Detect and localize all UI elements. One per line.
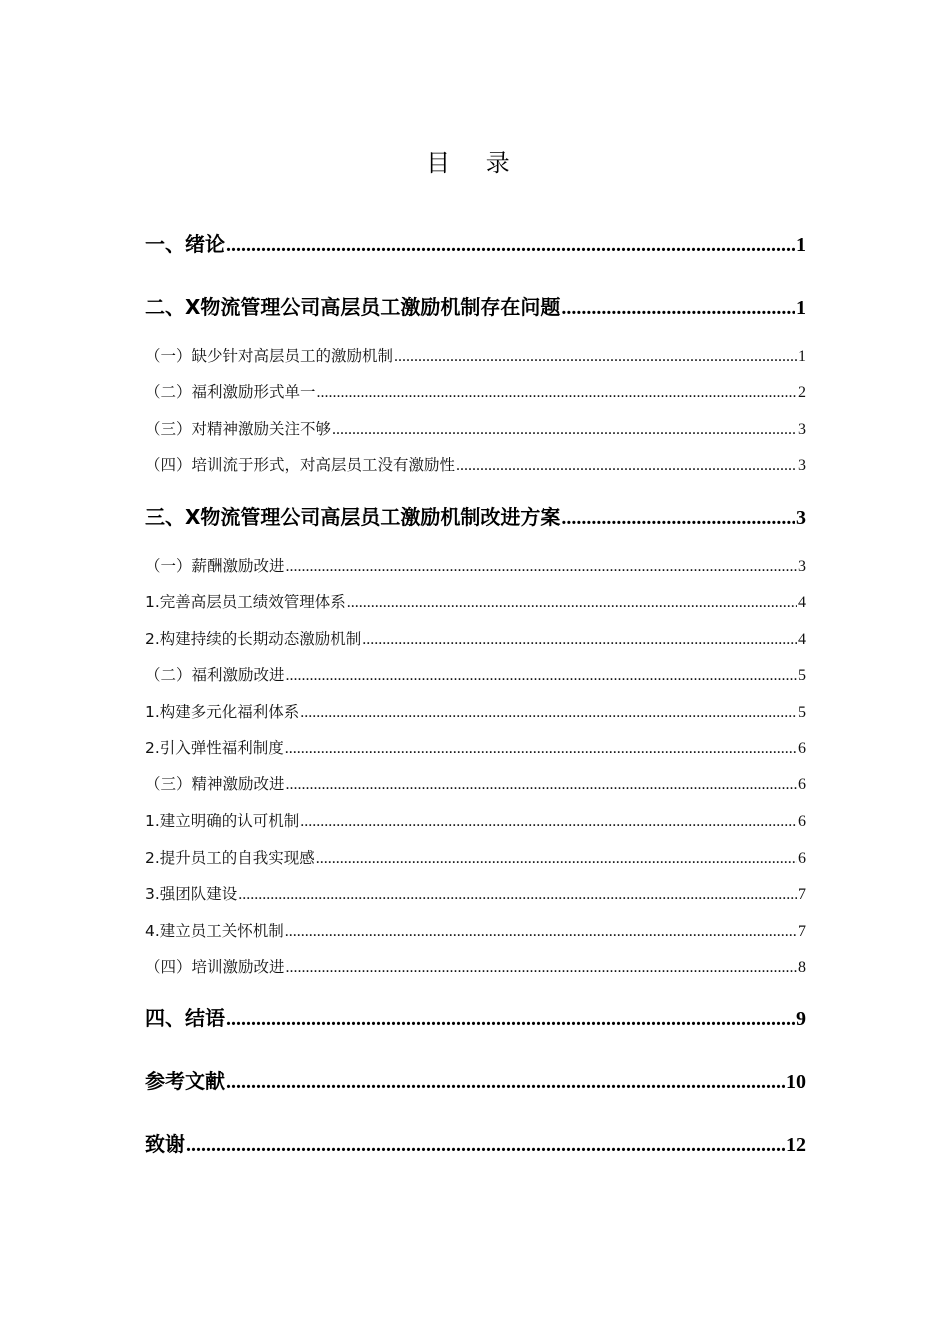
toc-entry[interactable] — [145, 501, 806, 529]
dot-leader — [561, 507, 795, 530]
toc-entry-label: （四）培训激励改进 — [145, 958, 285, 976]
dot-leader — [285, 740, 797, 758]
toc-title: 目 录 — [426, 149, 524, 177]
dot-leader — [286, 776, 797, 794]
toc-entry-label: （一）缺少针对高层员工的激励机制 — [145, 347, 394, 365]
toc-entry-label: 1.完善高层员工绩效管理体系 — [145, 593, 346, 611]
toc-page-number: 3 — [796, 507, 806, 529]
toc-entry[interactable] — [145, 228, 806, 256]
toc-page-number: 7 — [798, 923, 806, 940]
toc-page-number: 1 — [796, 234, 806, 256]
dot-leader — [226, 1008, 795, 1031]
toc-page-number: 3 — [798, 457, 806, 474]
toc-entry[interactable] — [145, 344, 806, 366]
toc-page-number: 1 — [796, 297, 806, 319]
toc-page-number: 1 — [798, 348, 806, 365]
toc-entry-label: （四）培训流于形式，对高层员工没有激励性 — [145, 456, 456, 474]
toc-entry-label: 三、X物流管理公司高层员工激励机制改进方案 — [145, 505, 561, 529]
toc-page-number: 4 — [798, 594, 806, 611]
toc-entry-label: （三）对精神激励关注不够 — [145, 420, 332, 438]
toc-entry-label: 二、X物流管理公司高层员工激励机制存在问题 — [145, 295, 561, 319]
toc-entry[interactable] — [145, 700, 806, 722]
toc-page-number: 6 — [798, 776, 806, 793]
toc-entry[interactable] — [145, 417, 806, 439]
toc-entry-label: 2.提升员工的自我实现感 — [145, 849, 315, 867]
toc-entry[interactable] — [145, 1002, 806, 1030]
toc-entry-label: （二）福利激励改进 — [145, 666, 285, 684]
toc-entry[interactable] — [145, 380, 806, 402]
toc-entry[interactable] — [145, 955, 806, 977]
toc-entry-label: （二）福利激励形式单一 — [145, 383, 316, 401]
toc-page-number: 9 — [796, 1008, 806, 1030]
dot-leader — [394, 348, 797, 366]
toc-entry-label: （一）薪酬激励改进 — [145, 557, 285, 575]
toc-entry-label: 参考文献 — [145, 1069, 225, 1093]
dot-leader — [561, 297, 795, 320]
dot-leader — [238, 886, 797, 904]
toc-entry[interactable] — [145, 846, 806, 868]
toc-entry[interactable] — [145, 809, 806, 831]
toc-entry[interactable] — [145, 627, 806, 649]
toc-entry-label: 4.建立员工关怀机制 — [145, 922, 284, 940]
toc-entry[interactable] — [145, 291, 806, 319]
toc-entry[interactable] — [145, 453, 806, 475]
toc-entry-label: 四、结语 — [145, 1006, 225, 1030]
dot-leader — [286, 667, 797, 685]
toc-page-number: 7 — [798, 886, 806, 903]
dot-leader — [347, 594, 797, 612]
dot-leader — [300, 813, 797, 831]
toc-page-number: 3 — [798, 558, 806, 575]
dot-leader — [300, 704, 797, 722]
toc-entry[interactable] — [145, 736, 806, 758]
dot-leader — [317, 384, 797, 402]
toc-entry[interactable] — [145, 772, 806, 794]
toc-page-number: 3 — [798, 421, 806, 438]
toc-entry-label: 2.构建持续的长期动态激励机制 — [145, 630, 362, 648]
toc-page-number: 10 — [786, 1071, 806, 1093]
toc-entry[interactable] — [145, 1065, 806, 1093]
toc-entry-label: 一、绪论 — [145, 232, 225, 256]
toc-page-number: 4 — [798, 631, 806, 648]
toc-entry[interactable] — [145, 882, 806, 904]
toc-entry[interactable] — [145, 663, 806, 685]
toc-page-number: 5 — [798, 667, 806, 684]
dot-leader — [362, 631, 797, 649]
toc-entry-label: 2.引入弹性福利制度 — [145, 739, 284, 757]
toc-entry-label: 致谢 — [145, 1132, 185, 1156]
dot-leader — [456, 457, 797, 475]
toc-page-number: 2 — [798, 384, 806, 401]
dot-leader — [332, 421, 797, 439]
dot-leader — [226, 1071, 785, 1094]
toc-entry-label: 3.强团队建设 — [145, 885, 238, 903]
dot-leader — [226, 234, 795, 257]
toc-entry-label: （三）精神激励改进 — [145, 775, 285, 793]
toc-entry-label: 1.构建多元化福利体系 — [145, 703, 300, 721]
dot-leader — [286, 959, 797, 977]
toc-entry[interactable] — [145, 1128, 806, 1156]
dot-leader — [186, 1134, 785, 1157]
toc-entry-label: 1.建立明确的认可机制 — [145, 812, 300, 830]
toc-entry[interactable] — [145, 590, 806, 612]
toc-page-number: 5 — [798, 704, 806, 721]
toc-page-number: 12 — [786, 1134, 806, 1156]
toc-page-number: 6 — [798, 850, 806, 867]
toc-page-number: 6 — [798, 740, 806, 757]
toc-entry[interactable] — [145, 554, 806, 576]
toc-page-number: 8 — [798, 959, 806, 976]
dot-leader — [286, 558, 797, 576]
dot-leader — [285, 923, 797, 941]
dot-leader — [316, 850, 797, 868]
toc-page-number: 6 — [798, 813, 806, 830]
toc-entry[interactable] — [145, 919, 806, 941]
